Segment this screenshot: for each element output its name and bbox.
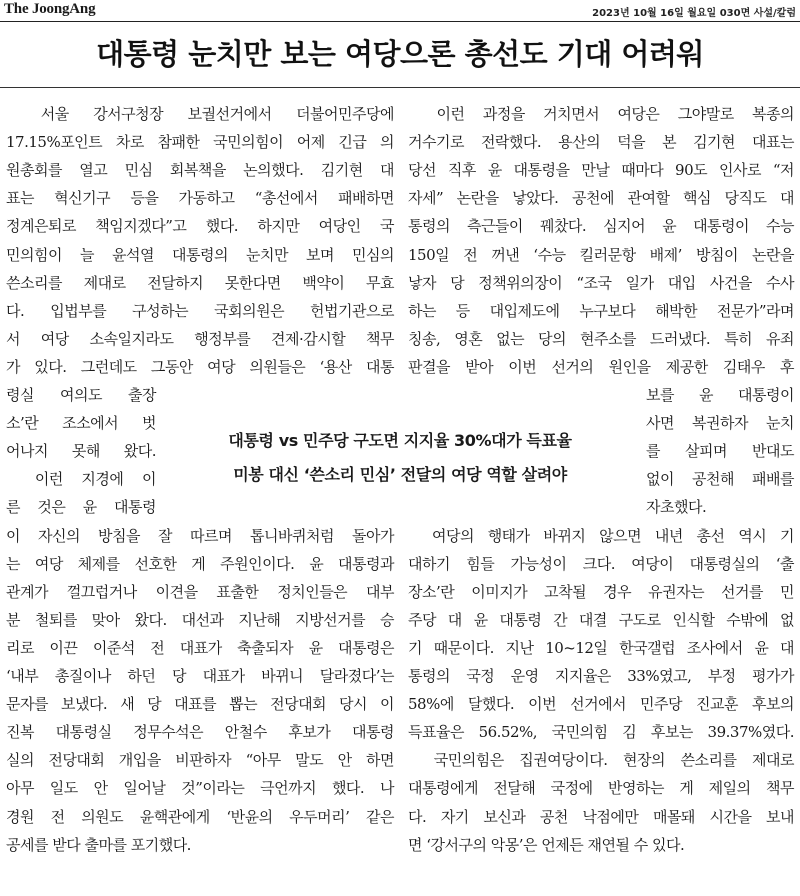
body-text-line: 득표율은 56.52%, 국민의힘 김 후보는 39.37%였다. (408, 723, 794, 742)
body-text-line: 경원 전 의원도 윤핵관에게 ‘반윤의 우두머리’ 같은 (6, 807, 394, 826)
body-text-line: 정계은퇴로 책임지겠다”고 했다. 하지만 여당인 국 (6, 217, 394, 236)
body-text-line: 국민의힘은 집권여당이다. 현장의 쓴소리를 제대로 (408, 751, 794, 770)
body-text-line: 칭송, 영혼 없는 당의 현주소를 드러냈다. 특히 유죄 (408, 329, 794, 348)
pull-quote-line-1: 대통령 vs 민주당 구도면 지지율 30%대가 득표율 (228, 431, 572, 450)
body-text-line: 원총회를 열고 민심 회복책을 논의했다. 김기현 대 (6, 161, 394, 180)
body-text-line: 기 때문이다. 지난 10~12일 한국갤럽 조사에서 윤 대 (408, 638, 794, 657)
body-text-line: 분 철퇴를 맞아 왔다. 대선과 지난해 지방선거를 승 (6, 610, 394, 629)
body-text-line: 하는 등 대입제도에 누구보다 해박한 전문가”라며 (408, 301, 794, 320)
body-text-line: 58%에 달했다. 이번 선거에서 민주당 진교훈 후보의 (408, 695, 794, 714)
body-text-line: 장소’란 이미지가 고착될 경우 유권자는 선거를 민 (408, 582, 794, 601)
body-text-line: 당선 직후 윤 대통령을 만날 때마다 90도 인사로 “저 (408, 161, 794, 180)
body-text-line: 판결을 받아 이번 선거의 원인을 제공한 김태우 후 (408, 357, 794, 376)
body-text-line: 민의힘이 늘 윤석열 대통령의 눈치만 보며 민심의 (6, 245, 394, 264)
body-text-line: 소’란 조소에서 벗 (6, 414, 156, 433)
body-text-line: 거수기로 전락했다. 용산의 덕을 본 김기현 대표는 (408, 133, 794, 152)
body-text-line: 150일 전 꺼낸 ‘수능 킬러문항 배제’ 방침이 논란을 (408, 245, 794, 264)
body-text-line: 자세” 논란을 낳았다. 공천에 관여할 핵심 당직도 대 (408, 189, 794, 208)
body-text-line: 다. 자기 보신과 공천 낙점에만 매몰돼 시간을 보내 (408, 807, 794, 826)
body-text-line: 쓴소리를 제대로 전달하지 못한다면 백약이 무효 (6, 273, 394, 292)
body-text-line: 보를 윤 대통령이 (646, 386, 794, 404)
body-text-line: 사면 복권하자 눈치 (646, 414, 794, 433)
body-text-line: 통령의 국정 운영 지지율은 33%였고, 부정 평가가 (408, 667, 794, 685)
body-text-line: 통령의 측근들이 꿰찼다. 심지어 윤 대통령이 수능 (408, 217, 794, 236)
body-text-line: 른 것은 윤 대통령 (6, 498, 156, 517)
body-text-line: 다. 입법부를 구성하는 국회의원은 헌법기관으로 (6, 301, 394, 320)
body-text-line: 진복 대통령실 정무수석은 안철수 후보가 대통령 (6, 723, 394, 742)
body-text-line: ‘내부 총질이나 하던 당 대표가 바뀌니 달라졌다’는 (6, 667, 394, 685)
body-text-line: 대하기 힘들 가능성이 크다. 여당이 대통령실의 ‘출 (408, 554, 794, 573)
body-text-line: 리로 이끈 이준석 전 대표가 축출되자 윤 대통령은 (6, 638, 394, 657)
body-text-line: 면 ‘강서구의 악몽’은 언제든 재연될 수 있다. (408, 835, 685, 854)
body-text-line: 서 여당 소속일지라도 행정부를 견제·감시할 책무 (6, 329, 394, 348)
dateline: 2023년 10월 16일 월요일 030면 사설/칼럼 (592, 8, 796, 19)
body-text-line: 대통령에게 전달해 국정에 반영하는 게 제일의 책무 (408, 779, 794, 798)
body-text-line: 를 살피며 반대도 (646, 442, 794, 461)
masthead (0, 0, 800, 22)
editorial-headline: 대통령 눈치만 보는 여당으론 총선도 기대 어려워 (96, 37, 704, 71)
body-text-line: 표는 혁신기구 등을 가동하고 “총선에서 패배하면 (6, 189, 394, 208)
body-text-line: 어나지 못해 왔다. (6, 442, 156, 461)
body-text-line: 서울 강서구청장 보궐선거에서 더불어민주당에 (6, 105, 394, 123)
body-text-line: 낳자 당 정책위의장이 “조국 일가 대입 사건을 수사 (408, 273, 794, 292)
body-text-line: 는 여당 체제를 선호한 게 주원인이다. 윤 대통령과 (6, 554, 394, 573)
body-text-line: 가 있다. 그런데도 그동안 여당 의원들은 ‘용산 대통 (6, 357, 394, 376)
body-text-line: 아무 일도 안 일어날 것”이라는 극언까지 했다. 나 (6, 779, 394, 798)
body-text-line: 없이 공천해 패배를 (646, 470, 794, 489)
body-text-line: 공세를 받다 출마를 포기했다. (6, 835, 191, 854)
body-text-line: 여당의 행태가 바뀌지 않으면 내년 총선 역시 기 (408, 526, 794, 545)
body-text-line: 17.15%포인트 차로 참패한 국민의힘이 어제 긴급 의 (6, 133, 394, 152)
body-text-line: 이런 과정을 거치면서 여당은 그야말로 복종의 (408, 105, 794, 123)
body-text-line: 관계가 껄끄럽거나 이견을 표출한 정치인들은 대부 (6, 582, 394, 601)
body-text-line: 이 자신의 방침을 잘 따르며 톱니바퀴처럼 돌아가 (6, 526, 394, 545)
newspaper-logo: The JoongAng (4, 1, 96, 17)
body-text-line: 령실 여의도 출장 (6, 386, 156, 404)
body-text-line: 실의 전당대회 개입을 비판하자 “아무 말도 안 하면 (6, 751, 394, 770)
body-text-line: 이런 지경에 이 (6, 470, 156, 489)
pull-quote (160, 424, 640, 492)
body-text-line: 자초했다. (646, 498, 707, 517)
headline-divider (0, 87, 800, 88)
body-text-line: 주당 대 윤 대통령 간 대결 구도로 인식할 수밖에 없 (408, 610, 794, 629)
body-text-line: 문자를 보냈다. 새 당 대표를 뽑는 전당대회 당시 이 (6, 695, 394, 714)
pull-quote-line-2: 미봉 대신 ‘쓴소리 민심’ 전달의 여당 역할 살려야 (233, 465, 567, 484)
